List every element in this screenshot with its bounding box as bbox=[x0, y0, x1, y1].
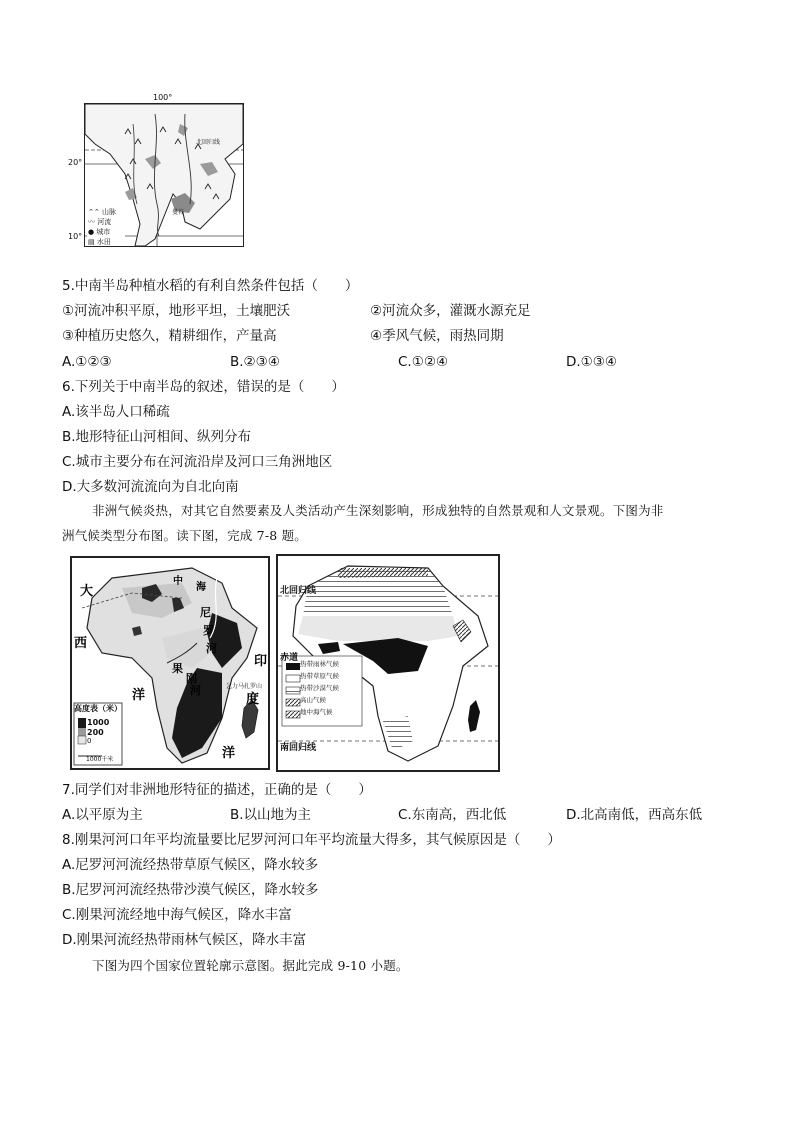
tropic-label: 北回归线 bbox=[196, 139, 221, 146]
congo-char-2: 果 bbox=[172, 662, 183, 675]
terrain-scale: 1000千米 bbox=[86, 756, 114, 763]
lat-20-label: 20° bbox=[68, 158, 83, 167]
city-icon: ● bbox=[88, 228, 95, 236]
q5-option-c[interactable]: C.①②④ bbox=[398, 354, 449, 370]
q7-option-c[interactable]: C.东南高，西北低 bbox=[398, 807, 507, 823]
q5-item-3: ③种植历史悠久，精耕细作，产量高 bbox=[62, 328, 277, 344]
q7-option-b[interactable]: B.以山地为主 bbox=[230, 807, 312, 823]
q7-option-a[interactable]: A.以平原为主 bbox=[62, 807, 143, 823]
q6-option-a[interactable]: A.该半岛人口稀疏 bbox=[62, 404, 170, 420]
q8-option-a[interactable]: A.尼罗河河流经热带草原气候区，降水较多 bbox=[62, 857, 319, 873]
q5-option-a[interactable]: A.①②③ bbox=[62, 354, 112, 370]
city-label: 曼谷 bbox=[172, 209, 185, 216]
q5-option-d[interactable]: D.①③④ bbox=[566, 354, 617, 370]
indian-char-1: 印 bbox=[254, 654, 268, 669]
q5-item-4: ④季风气候，雨热同期 bbox=[370, 328, 504, 344]
kilimanjaro-label: 乞力马扎罗山 bbox=[226, 683, 263, 690]
lat-10-label: 10° bbox=[68, 232, 83, 241]
climate-legend-savanna: 热带草原气候 bbox=[300, 672, 339, 680]
med-char-1: 中 bbox=[173, 576, 183, 587]
tropic-n-label: 北回归线 bbox=[280, 586, 317, 596]
terrain-legend-0: 0 bbox=[87, 737, 92, 745]
q8-option-b[interactable]: B.尼罗河河流经热带沙漠气候区，降水较多 bbox=[62, 882, 319, 898]
nile-char-3: 河 bbox=[206, 642, 217, 655]
q8-option-c[interactable]: C.刚果河流经地中海气候区，降水丰富 bbox=[62, 907, 292, 923]
atlantic-char-3: 洋 bbox=[132, 688, 146, 703]
congo-char-3: 河 bbox=[190, 684, 201, 697]
tropic-s-label: 南回归线 bbox=[280, 743, 317, 753]
q6-option-b[interactable]: B.地形特征山河相间、纵列分布 bbox=[62, 429, 252, 445]
q7-option-d[interactable]: D.北高南低，西高东低 bbox=[566, 807, 703, 823]
congo-char-1: 刚 bbox=[186, 672, 197, 685]
legend-city: ● 城市 bbox=[88, 228, 111, 236]
terrain-legend-200: 200 bbox=[87, 728, 104, 737]
q6-stem: 6.下列关于中南半岛的叙述，错误的是（ ） bbox=[62, 379, 345, 395]
terrain-legend-1000: 1000 bbox=[87, 718, 110, 727]
intro-9-10: 下图为四个国家位置轮廓示意图。据此完成 9-10 小题。 bbox=[92, 958, 409, 973]
africa-terrain-map bbox=[70, 556, 270, 770]
climate-legend-desert: 热带沙漠气候 bbox=[300, 684, 339, 692]
q5-item-2: ②河流众多，灌溉水源充足 bbox=[370, 303, 531, 319]
intro-7-8-line-2: 洲气候类型分布图。读下图，完成 7-8 题。 bbox=[62, 528, 307, 543]
indian-char-3: 洋 bbox=[222, 746, 236, 761]
climate-legend-rainforest: 热带雨林气候 bbox=[300, 660, 339, 668]
nile-char-2: 罗 bbox=[203, 624, 214, 637]
legend-river: 〰 河流 bbox=[88, 218, 112, 226]
mountain-icon: ⌃⌃ bbox=[88, 208, 100, 216]
climate-legend-highland: 高山气候 bbox=[300, 696, 326, 704]
equator-label: 赤道 bbox=[280, 653, 299, 663]
q7-stem: 7.同学们对非洲地形特征的描述，正确的是（ ） bbox=[62, 782, 372, 798]
q5-option-b[interactable]: B.②③④ bbox=[230, 354, 280, 370]
med-char-2: 海 bbox=[196, 582, 206, 593]
lon-100-label: 100° bbox=[153, 93, 173, 102]
climate-legend-mediterranean: 地中海气候 bbox=[300, 708, 333, 716]
atlantic-char-1: 大 bbox=[80, 584, 94, 599]
legend-mountain: ⌃⌃ 山脉 bbox=[88, 208, 116, 216]
q5-stem: 5.中南半岛种植水稻的有利自然条件包括（ ） bbox=[62, 278, 359, 294]
q8-stem: 8.刚果河河口年平均流量要比尼罗河河口年平均流量大得多，其气候原因是（ ） bbox=[62, 832, 561, 848]
q6-option-d[interactable]: D.大多数河流流向为自北向南 bbox=[62, 479, 239, 495]
paddy-icon: ▤ bbox=[88, 238, 95, 246]
indian-char-2: 度 bbox=[246, 692, 260, 707]
nile-char-1: 尼 bbox=[200, 606, 211, 619]
atlantic-char-2: 西 bbox=[74, 636, 88, 651]
intro-7-8-line-1: 非洲气候炎热，对其它自然要素及人类活动产生深刻影响，形成独特的自然景观和人文景观。下图为非 bbox=[92, 503, 664, 518]
river-icon: 〰 bbox=[88, 218, 95, 226]
terrain-legend-title: 高度表（米） bbox=[74, 704, 122, 713]
q8-option-d[interactable]: D.刚果河流经热带雨林气候区，降水丰富 bbox=[62, 932, 307, 948]
q5-item-1: ①河流冲积平原，地形平坦，土壤肥沃 bbox=[62, 303, 291, 319]
legend-paddy: ▤ 水田 bbox=[88, 238, 111, 246]
q6-option-c[interactable]: C.城市主要分布在河流沿岸及河口三角洲地区 bbox=[62, 454, 333, 470]
